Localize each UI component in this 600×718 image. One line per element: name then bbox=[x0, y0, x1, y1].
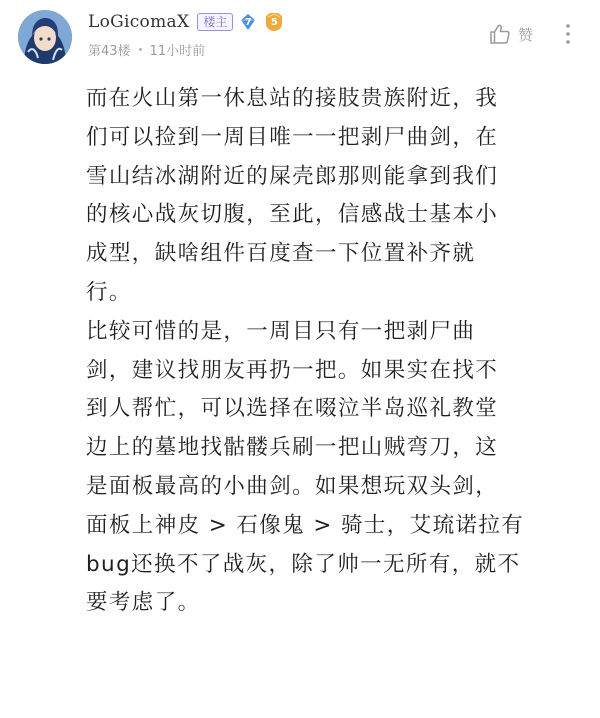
post-header bbox=[0, 0, 600, 72]
like-label: 赞 bbox=[518, 25, 534, 44]
thumbs-up-icon bbox=[488, 22, 512, 46]
more-vertical-icon bbox=[558, 20, 578, 48]
thread-starter-badge: 楼主 bbox=[197, 13, 233, 31]
diamond-level-icon bbox=[239, 13, 257, 31]
medal-icon bbox=[263, 12, 285, 32]
medal-number: 5 bbox=[270, 16, 278, 28]
avatar[interactable] bbox=[18, 10, 72, 64]
like-button[interactable] bbox=[488, 22, 533, 46]
post-meta bbox=[88, 40, 205, 59]
floor-number: 第43楼 bbox=[88, 44, 131, 59]
more-options-button[interactable] bbox=[558, 20, 578, 48]
avatar-image bbox=[18, 10, 72, 64]
content-paragraph: 而在火山第一休息站的接肢贵族附近，我 们可以捡到一周目唯一一把剥尸曲剑，在 雪山结冰湖附近的屎壳郎那则能拿到我们 的核心战灰切腹，至此，信感战士基本小 成型，缺啥组件百度查一下位置补齐就 行。 bbox=[86, 86, 499, 305]
author-name[interactable]: LoGicomaX bbox=[88, 12, 190, 32]
content-paragraph: 比较可惜的是，一周目只有一把剥尸曲 剑，建议找朋友再扔一把。如果实在找不 到人帮忙，可以选择在啜泣半岛巡礼教堂 边上的墓地找骷髅兵刷一把山贼弯刀，这 是面板最高的小曲剑。如果想玩双头剑， 面板上神皮 > 石像鬼 > 骑士，艾琉诺拉有 bug还换不了战灰，除了帅一无所有，就不 要考虑了。 bbox=[86, 318, 525, 616]
post-content bbox=[86, 80, 564, 623]
level-number: 7 bbox=[244, 16, 252, 28]
author-row bbox=[88, 10, 285, 34]
meta-separator bbox=[139, 48, 142, 51]
post-time: 11小时前 bbox=[149, 44, 206, 59]
